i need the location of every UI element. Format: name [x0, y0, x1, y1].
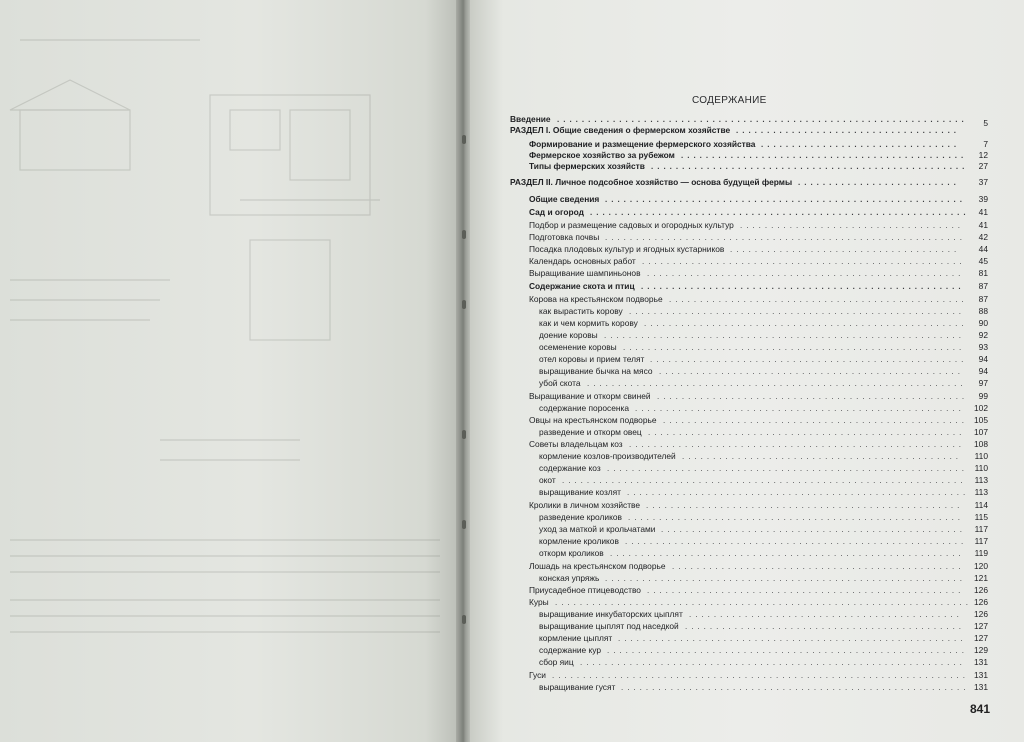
toc-entry-page: 131 [974, 657, 988, 667]
dot-leader: ....................................................... [627, 488, 970, 497]
dot-leader: ...................................................... [629, 307, 966, 316]
toc-entry-label: Типы фермерских хозяйств [529, 161, 645, 171]
dot-leader: ....................................................... [625, 537, 968, 546]
toc-entry-label: Содержание скота и птиц [529, 281, 635, 291]
toc-entry-label: Овцы на крестьянском подворье [529, 415, 657, 425]
toc-entry-page: 127 [974, 621, 988, 631]
dot-leader: ................................................. [661, 525, 966, 534]
toc-entry-page: 37 [978, 177, 988, 187]
dot-leader: .............................................................. [580, 658, 966, 667]
toc-entry-page: 41 [978, 207, 988, 217]
toc-entry-label: Подготовка почвы [529, 232, 600, 242]
toc-entry-label: Календарь основных работ [529, 256, 636, 266]
toc-entry-label: разведение кроликов [539, 512, 622, 522]
toc-entry-page: 113 [974, 487, 988, 497]
dot-leader: .................................... [736, 126, 961, 135]
toc-entry-page: 114 [974, 500, 988, 510]
toc-entry-label: уход за маткой и крольчатами [539, 524, 656, 534]
dot-leader: ................................................................. [562, 476, 967, 485]
toc-entry-page: 87 [978, 294, 988, 304]
toc-entry-label: убой скота [539, 378, 581, 388]
toc-entry-label: Выращивание и откорм свиней [529, 391, 651, 401]
toc-entry [539, 377, 967, 390]
dot-leader: .................................................... [644, 319, 968, 328]
toc-entry-page: 105 [974, 415, 988, 425]
dot-leader: ............................................... [672, 562, 965, 571]
dot-leader: ..................................... [730, 245, 961, 254]
dot-leader: ................................................... [647, 586, 965, 595]
toc-entry-page: 126 [974, 585, 988, 595]
toc-entry-label: Общие сведения [529, 194, 600, 204]
toc-entry-label: выращивание бычка на мясо [539, 366, 653, 376]
toc-entry-page: 42 [978, 232, 988, 242]
toc-entry-page: 110 [974, 463, 988, 473]
dot-leader: ................................................. [663, 416, 968, 425]
toc-entry-page: 45 [978, 256, 988, 266]
toc-entry-label: Лошадь на крестьянском подворье [529, 561, 666, 571]
toc-entry-label: окот [539, 475, 556, 485]
toc-entry-page: 7 [983, 139, 988, 149]
toc-entry-page: 120 [974, 561, 988, 571]
dot-leader: ................................ [761, 140, 961, 149]
toc-entry-label: Формирование и размещение фермерского хозяйства [529, 139, 756, 149]
toc-entry-label: Посадка плодовых культур и ягодных кустарников [529, 244, 725, 254]
dot-leader: ............................................................. [590, 208, 970, 217]
dot-leader: .......................... [798, 178, 960, 187]
toc-entry-label: содержание поросенка [539, 403, 629, 413]
dot-leader: ............................................. [682, 452, 963, 461]
toc-entry-label: Приусадебное птицеводство [529, 585, 641, 595]
toc-entry-page: 94 [978, 354, 988, 364]
toc-entry [539, 547, 965, 560]
toc-entry [529, 206, 970, 219]
dot-leader: .......................................................... [607, 646, 968, 655]
toc-entry-page: 12 [978, 150, 988, 160]
toc-entry-label: Выращивание шампиньонов [529, 268, 641, 278]
toc-entry-label: конская упряжь [539, 573, 600, 583]
dot-leader: .......................................................... [605, 574, 966, 583]
toc-entry [539, 681, 970, 694]
toc-entry-label: сбор яиц [539, 657, 574, 667]
toc-entry-page: 97 [978, 378, 988, 388]
dot-leader: ................................................ [669, 295, 968, 304]
toc-entry-label: кормление козлов-производителей [539, 451, 676, 461]
toc-entry-page: 129 [974, 645, 988, 655]
toc-entry [529, 193, 966, 206]
dot-leader: .................................... [740, 221, 965, 230]
toc-entry-page: 117 [974, 536, 988, 546]
dot-leader: ................................................... [646, 501, 964, 510]
toc-entry-page [960, 124, 988, 137]
toc-entry [539, 486, 970, 499]
toc-entry-page: 108 [974, 439, 988, 449]
toc-entry-label: РАЗДЕЛ II. Личное подсобное хозяйство — основа будущей фермы [510, 177, 793, 187]
toc-entry-label: Корова на крестьянском подворье [529, 294, 663, 304]
toc-entry-label: как и чем кормить корову [539, 318, 638, 328]
toc-entry-page: 99 [978, 391, 988, 401]
toc-entry-page: 121 [974, 573, 988, 583]
toc-entry-page: 131 [974, 670, 988, 680]
dot-leader: .................................................................. [557, 115, 968, 124]
toc-entry-label: РАЗДЕЛ I. Общие сведения о фермерском хозяйстве [510, 125, 731, 135]
toc-entry-label: выращивание цыплят под наседкой [539, 621, 679, 631]
dot-leader: .................................................... [642, 257, 966, 266]
toc-entry [529, 280, 965, 293]
dot-leader: .................................................. [657, 392, 969, 401]
toc-entry-page: 90 [978, 318, 988, 328]
dot-leader: ............................................ [689, 610, 963, 619]
toc-entry-label: выращивание инкубаторских цыплят [539, 609, 683, 619]
dot-leader: .......................................................... [605, 195, 966, 204]
toc-entry-label: Сад и огород [529, 207, 584, 217]
toc-entry-label: кормление цыплят [539, 633, 613, 643]
toc-entry-page: 39 [978, 194, 988, 204]
toc-entry-page: 127 [974, 633, 988, 643]
toc-entry-page: 41 [978, 220, 988, 230]
toc-entry-page: 44 [978, 244, 988, 254]
dot-leader: .................................................... [641, 282, 965, 291]
toc-entry [510, 124, 961, 137]
dot-leader: ................................................................... [552, 671, 969, 680]
toc-entry-label: выращивание гусят [539, 682, 616, 692]
dot-leader: ................................................... [648, 428, 966, 437]
toc-entry-page: 102 [974, 403, 988, 413]
toc-entry-page: 126 [974, 609, 988, 619]
toc-entry-label: Советы владельцам коз [529, 439, 623, 449]
toc-entry-label: Подбор и размещение садовых и огородных культур [529, 220, 734, 230]
toc-entry [529, 267, 965, 280]
dot-leader: ............................................. [685, 622, 966, 631]
toc-entry-page: 27 [978, 161, 988, 171]
toc-entry-label: Фермерское хозяйство за рубежом [529, 150, 675, 160]
dot-leader: ........................................................ [621, 683, 970, 692]
toc-entry-page: 88 [978, 306, 988, 316]
dot-leader: ................................................. [659, 367, 964, 376]
dot-leader: ..................................................... [635, 404, 965, 413]
toc-entry-label: Куры [529, 597, 549, 607]
toc-entry-label: разведение и откорм овец [539, 427, 642, 437]
toc-entry-label: Кролики в личном хозяйстве [529, 500, 641, 510]
toc-entry-page: 115 [974, 512, 988, 522]
dot-leader: .......................................................... [605, 233, 966, 242]
toc-entry-page: 126 [974, 597, 988, 607]
dot-leader: .......................................................... [607, 464, 968, 473]
dot-leader: ........................................................ [618, 634, 967, 643]
toc-entry-page: 107 [974, 427, 988, 437]
toc-entry-page: 119 [974, 548, 988, 558]
dot-leader: ...................................................... [628, 513, 965, 522]
dot-leader: ............................................................. [587, 379, 967, 388]
toc-entry [539, 656, 966, 669]
toc-entry-page: 117 [974, 524, 988, 534]
dot-leader: ....................................................... [623, 343, 966, 352]
toc-entry-label: выращивание козлят [539, 487, 621, 497]
toc-entry [510, 176, 960, 189]
toc-entry-page: 5 [983, 118, 988, 128]
toc-entry-label: отел коровы и прием телят [539, 354, 645, 364]
dot-leader: ................................................................... [555, 598, 972, 607]
dot-leader: ................................................... [651, 162, 969, 171]
toc-entry-page: 94 [978, 366, 988, 376]
toc-entry-page: 87 [978, 281, 988, 291]
toc-entry-page: 131 [974, 682, 988, 692]
toc-title: СОДЕРЖАНИЕ [692, 95, 767, 106]
dot-leader: ................................................... [647, 269, 965, 278]
toc-entry-label: содержание кур [539, 645, 602, 655]
toc-entry-label: Гуси [529, 670, 546, 680]
dot-leader: ......................................................... [610, 549, 965, 558]
dot-leader: ...................................................... [629, 440, 966, 449]
toc-entry-page: 110 [974, 451, 988, 461]
dot-leader: .............................................. [681, 151, 968, 160]
toc-entry-label: Введение [510, 114, 551, 124]
toc-entry-label: кормление кроликов [539, 536, 619, 546]
page-number: 841 [970, 702, 991, 716]
dot-leader: ................................................... [650, 355, 968, 364]
dot-leader: .......................................................... [604, 331, 965, 340]
toc-entry-label: доение коровы [539, 330, 598, 340]
toc-entry-label: как вырастить корову [539, 306, 623, 316]
toc-entry-label: осеменение коровы [539, 342, 617, 352]
toc-entry-label: откорм кроликов [539, 548, 604, 558]
toc-entry-page: 93 [978, 342, 988, 352]
toc-entry-page: 113 [974, 475, 988, 485]
toc-entry-label: содержание коз [539, 463, 601, 473]
toc-entry-page: 92 [978, 330, 988, 340]
toc-entry [529, 160, 969, 173]
toc-entry-page: 81 [978, 268, 988, 278]
